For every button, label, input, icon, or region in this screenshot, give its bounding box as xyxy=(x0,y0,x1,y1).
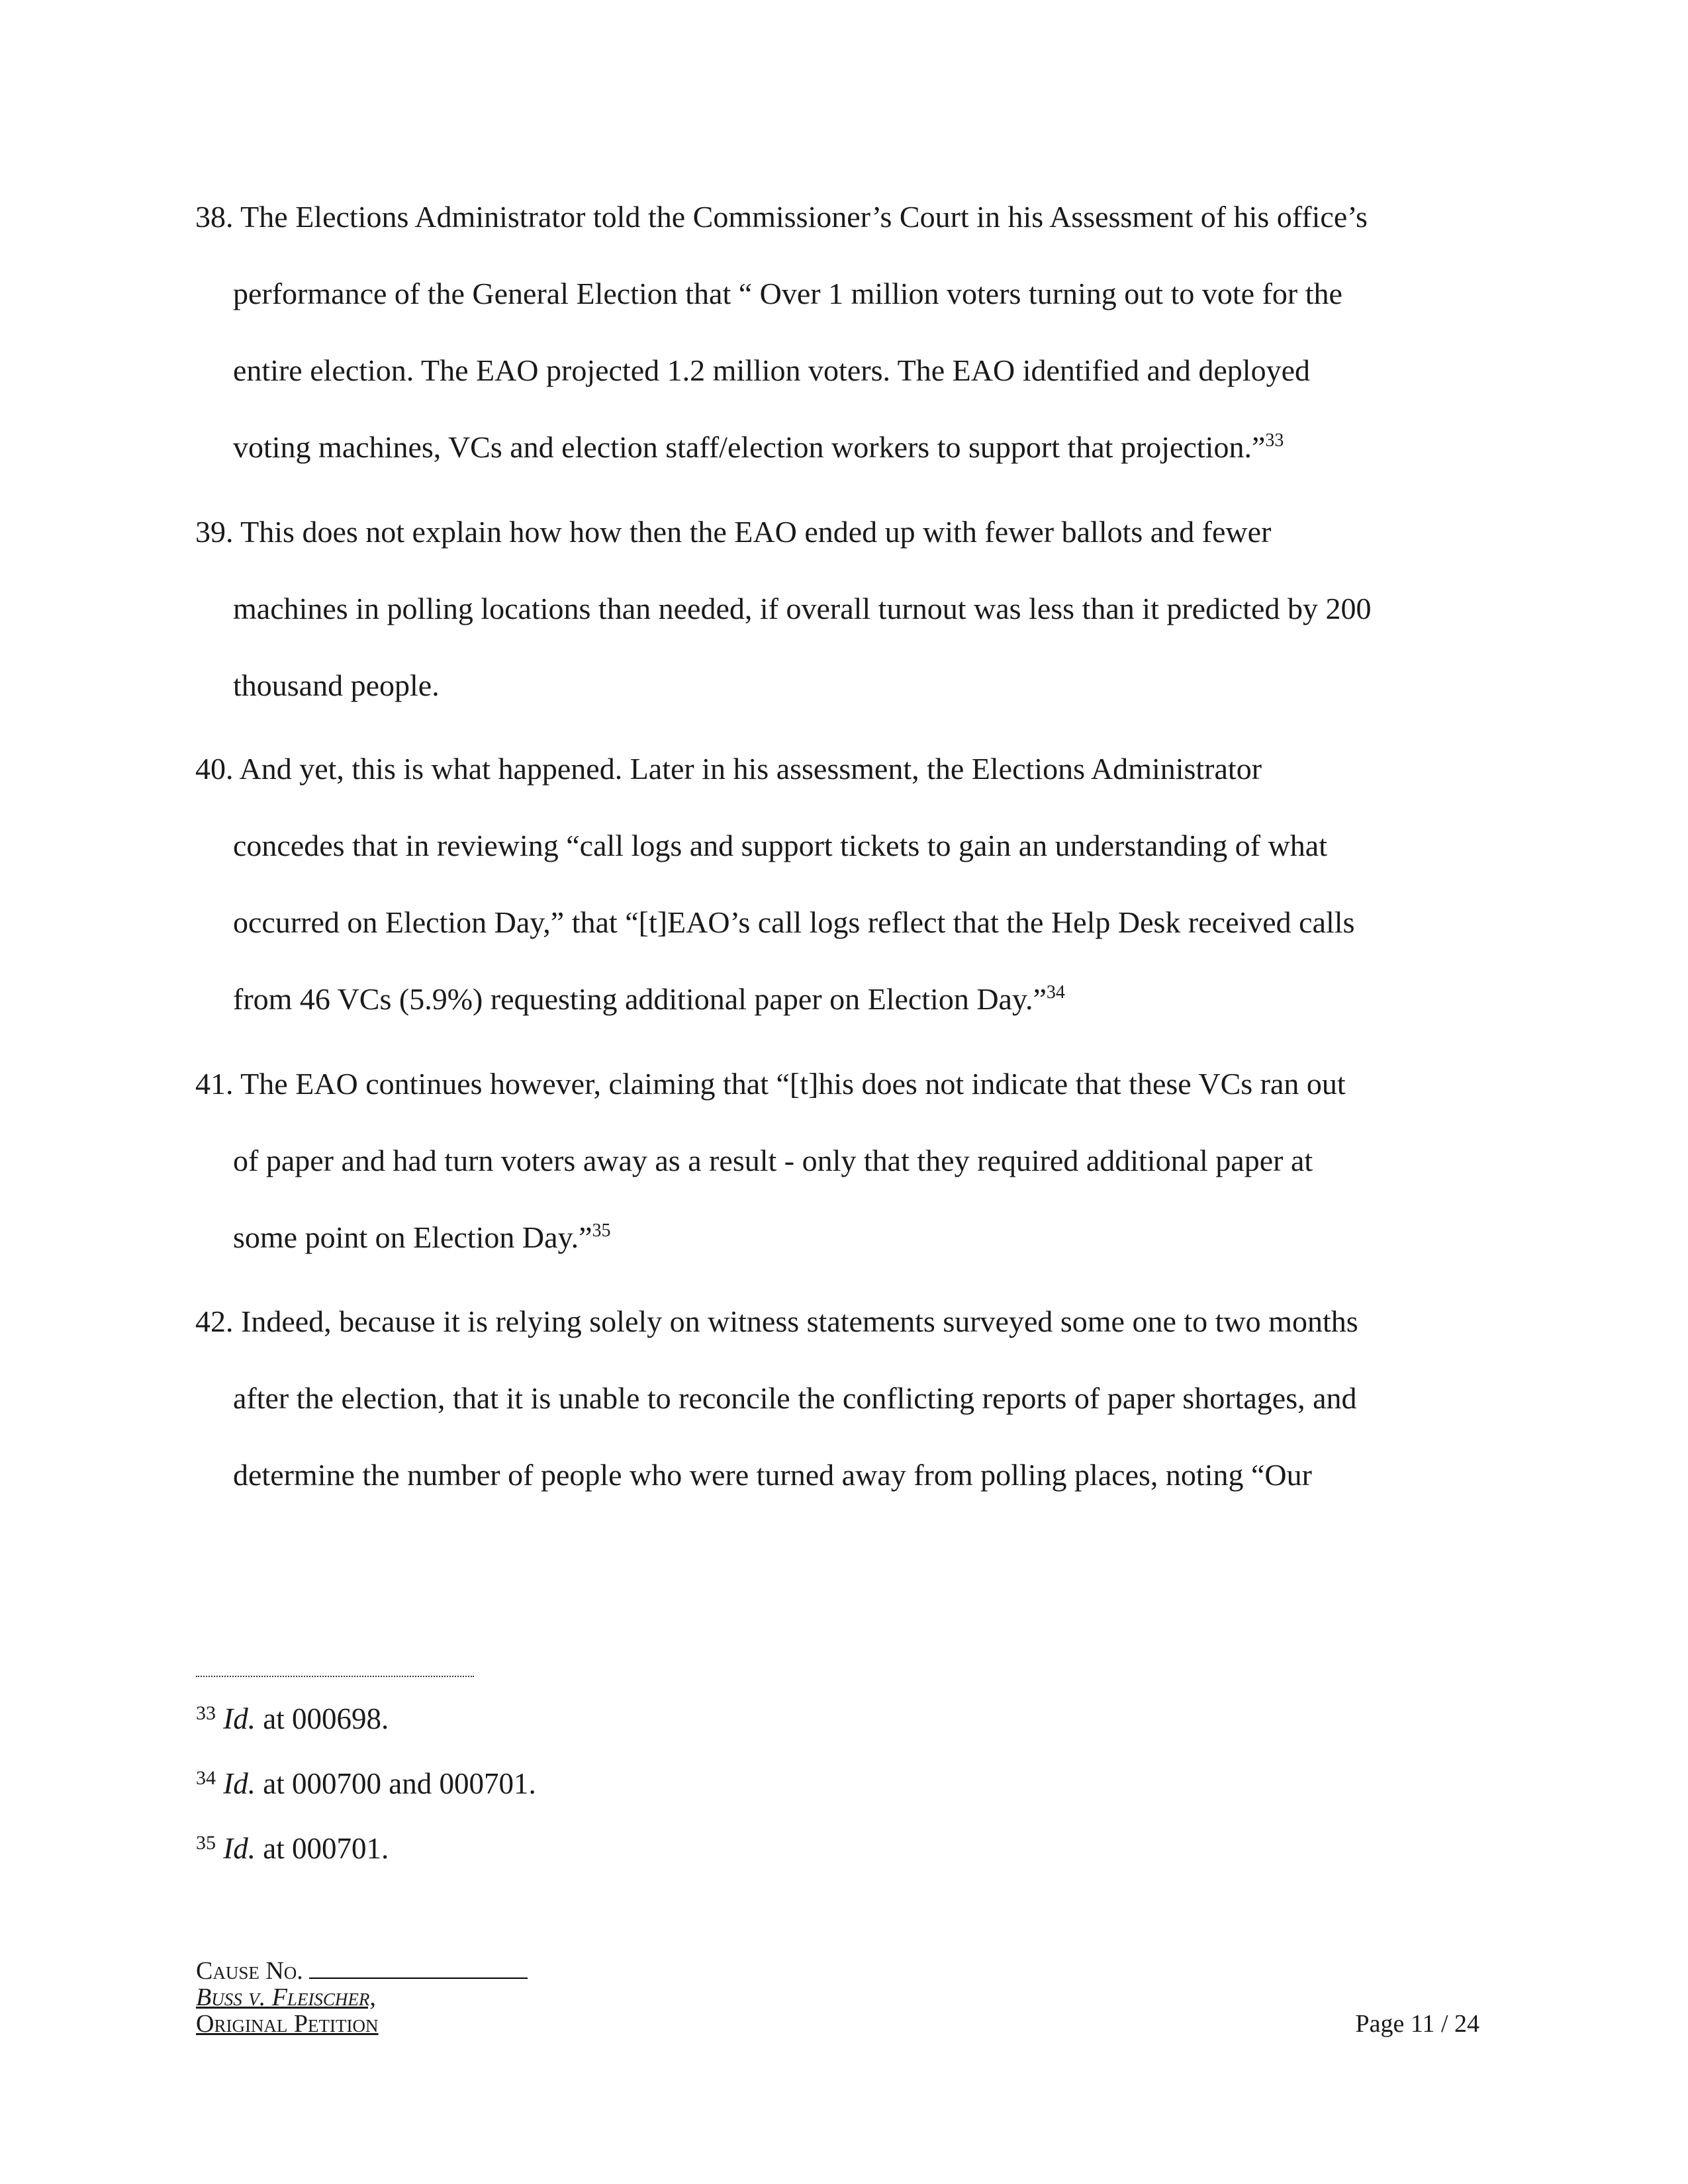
paragraph-line: thousand people. xyxy=(233,668,440,702)
footnote-ref: 35 xyxy=(592,1220,611,1241)
footnote-number: 34 xyxy=(196,1767,216,1789)
footnote-cite: Id. xyxy=(223,1832,256,1865)
paragraph-line: 38. The Elections Administrator told the Commissioner’s Court in his Assessment of his office’s xyxy=(195,200,1368,234)
paragraph-line: concedes that in reviewing “call logs and support tickets to gain an understanding of what xyxy=(233,829,1327,862)
footnote-ref: 33 xyxy=(1265,430,1284,451)
paragraph-line: from 46 VCs (5.9%) requesting additional paper on Election Day.”$^{34}$ xyxy=(233,982,1065,1016)
footnote-number: 35 xyxy=(196,1832,216,1854)
footnote-separator xyxy=(196,1676,474,1677)
cause-number-line xyxy=(196,1958,528,1984)
footnote-ref: 34 xyxy=(1046,982,1065,1003)
footnote-text: at 000700 and 000701. xyxy=(256,1767,536,1800)
paragraph-40 xyxy=(195,731,1479,1038)
paragraph-line: 42. Indeed, because it is relying solely on witness statements surveyed some one to two months xyxy=(195,1304,1358,1338)
paragraph-number: 39. xyxy=(195,515,234,549)
paragraph-42 xyxy=(195,1283,1479,1514)
document-title: Original Petition xyxy=(196,2010,379,2038)
paragraph-line: performance of the General Election that “ Over 1 million voters turning out to vote for the xyxy=(233,277,1342,310)
paragraph-number: 42. xyxy=(195,1304,234,1338)
paragraph-line: determine the number of people who were turned away from polling places, noting “Our xyxy=(233,1458,1312,1492)
paragraph-line: after the election, that it is unable to reconcile the conflicting reports of paper shortages, and xyxy=(233,1381,1357,1415)
footnote-text: at 000698. xyxy=(256,1702,389,1735)
footnote-text: at 000701. xyxy=(256,1832,389,1865)
footnote-33 xyxy=(196,1702,389,1735)
page-number: Page 11 / 24 xyxy=(1355,2010,1479,2038)
paragraph-line: 39. This does not explain how how then the EAO ended up with fewer ballots and fewer xyxy=(195,515,1272,549)
page-footer xyxy=(196,1958,528,2037)
paragraph-number: 38. xyxy=(195,200,234,234)
paragraph-39 xyxy=(195,494,1479,724)
footnote-number: 33 xyxy=(196,1702,216,1724)
footnote-cite: Id. xyxy=(223,1702,256,1735)
footnote-35 xyxy=(196,1832,389,1865)
paragraph-line: occurred on Election Day,” that “[t]EAO’s call logs reflect that the Help Desk received calls xyxy=(233,905,1355,939)
paragraph-line: voting machines, VCs and election staff/election workers to support that projection.”$^{33}$ xyxy=(233,430,1284,464)
footnote-cite: Id. xyxy=(223,1767,256,1800)
paragraph-line: entire election. The EAO projected 1.2 million voters. The EAO identified and deployed xyxy=(233,353,1311,387)
paragraph-41 xyxy=(195,1046,1479,1276)
cause-number-blank xyxy=(309,1958,528,1979)
case-caption: Buss v. Fleischer, xyxy=(196,1983,376,2011)
paragraph-line: 41. The EAO continues however, claiming that “[t]his does not indicate that these VCs ran out xyxy=(195,1067,1346,1101)
cause-label: Cause No. xyxy=(196,1957,303,1985)
paragraph-line: machines in polling locations than needed, if overall turnout was less than it predicted by 200 xyxy=(233,592,1372,625)
paragraph-line: some point on Election Day.”$^{35}$ xyxy=(233,1220,611,1254)
paragraph-number: 40. xyxy=(195,752,234,786)
paragraph-38 xyxy=(195,179,1479,486)
paragraph-line: 40. And yet, this is what happened. Later in his assessment, the Elections Administrator xyxy=(195,752,1262,786)
paragraph-number: 41. xyxy=(195,1067,234,1101)
paragraph-line: of paper and had turn voters away as a result - only that they required additional paper at xyxy=(233,1144,1313,1177)
footnote-34 xyxy=(196,1767,536,1800)
